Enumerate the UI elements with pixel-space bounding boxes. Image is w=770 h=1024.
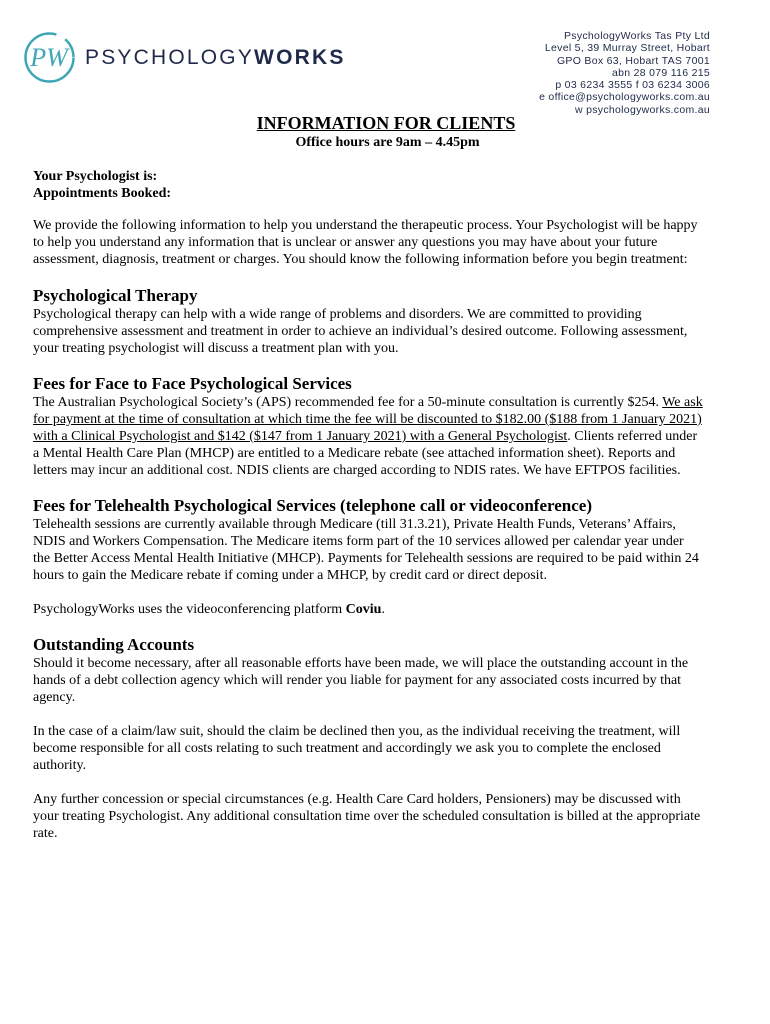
address-line: p 03 6234 3555 f 03 6234 3006 [555,79,710,92]
address-line: abn 28 079 116 215 [611,66,710,79]
accounts-paragraph-1: Should it become necessary, after all reasonable efforts have been made, we will place the outstanding account in the hands of a debt collection agency which will render you liable for payment for any associated costs incurred by that agency. [33,656,689,705]
document-title-block [0,112,770,152]
office-hours: Office hours are 9am – 4.45pm [295,135,480,150]
fees-telehealth-paragraph: Telehealth sessions are currently available through Medicare (till 31.3.21), Private Health Funds, Veterans’ Affairs, NDIS and Workers Compensation. The Medicare items form part of the 10 services allowed per calendar year under the Better Access Mental Health Initiative (MHCP). Payments for Telehealth sessions are required to be paid within 24 hours to gain the Medicare rebate if coming under a MHCP, by credit card or direct deposit. [33,517,699,583]
appointments-field-label: Appointments Booked: [33,186,172,201]
platform-name: Coviu [345,602,382,617]
logo-wordmark: PSYCHOLOGYWORKS [85,45,346,69]
company-logo [22,30,346,85]
address-line: PsychologyWorks Tas Pty Ltd [563,30,710,42]
address-line: w psychologyworks.com.au [575,103,710,116]
fees-face-to-face-paragraph: The Australian Psychological Society’s (APS) recommended fee for a 50-minute consultation is currently $254. We ask for payment at the time of consultation at which time the fee will be discounted to $182.00 ($188 from 1 January 2021) with a Clinical Psychologist and $142 ($147 from 1 January 2021) with a General Psychologist. Clients referred under a Mental Health Care Plan (MHCP) are entitled to a Medicare rebate (see attached information sheet). Reports and letters may incur an additional cost. NDIS clients are charged according to NDIS rates. We have EFTPOS facilities. [33,395,703,478]
fee-payment-terms: We ask for payment at the time of consultation at which time the fee will be discounted to $182.00 ($188 from 1 January 2021) with a Clinical Psychologist and $142 ($147 from 1 January 2021) with a General Psychologist [33,395,703,444]
accounts-paragraph-2: In the case of a claim/law suit, should the claim be declined then you, as the individual receiving the treatment, will become responsible for all costs relating to such treatment and accordingly we ask you to complete the enclosed authority. [33,724,681,773]
fees-telehealth-heading: Fees for Telehealth Psychological Services (telephone call or videoconference) [33,496,592,515]
company-address-block [539,30,710,116]
outstanding-accounts-heading: Outstanding Accounts [33,635,195,654]
pw-logo-icon [22,30,77,85]
document-body [33,168,703,842]
therapy-paragraph: Psychological therapy can help with a wide range of problems and disorders. We are committed to providing comprehensive assessment and treatment in order to achieve an individual’s desired outcome. Following assessment, your treating psychologist will discuss a treatment plan with you. [33,307,688,356]
psychologist-field-label: Your Psychologist is: [33,169,158,184]
document-title: INFORMATION FOR CLIENTS [256,113,516,133]
platform-paragraph: PsychologyWorks uses the videoconferencing platform Coviu. [33,602,385,617]
accounts-paragraph-3: Any further concession or special circumstances (e.g. Health Care Card holders, Pensioners) may be discussed with your treating Psychologist. Any additional consultation time over the scheduled consultation is billed at the appropriate rate. [33,792,701,841]
fees-face-to-face-heading: Fees for Face to Face Psychological Services [33,374,352,393]
logo-initials: PW [30,43,68,72]
intro-paragraph: We provide the following information to help you understand the therapeutic process. Your Psychologist will be happy to help you understand any information that is unclear or answer any questions you may have about your future assessment, diagnosis, treatment or charges. You should know the following information before you begin treatment: [33,218,698,267]
address-line: Level 5, 39 Murray Street, Hobart [544,42,710,55]
address-line: e office@psychologyworks.com.au [539,91,710,104]
address-line: GPO Box 63, Hobart TAS 7001 [556,54,710,67]
therapy-heading: Psychological Therapy [33,286,198,305]
